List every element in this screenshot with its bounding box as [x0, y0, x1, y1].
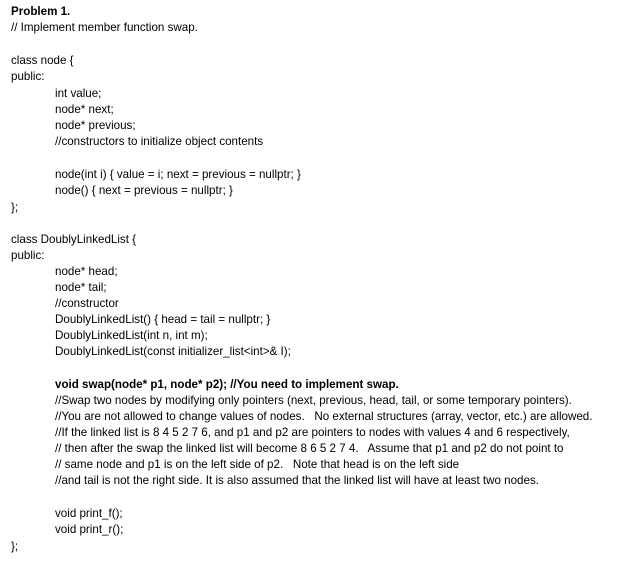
- swap-signature: void swap(node* p1, node* p2); //You need to implement swap.: [55, 378, 399, 391]
- node-member-previous: node* previous;: [55, 119, 136, 132]
- list-class-access: public:: [11, 249, 45, 262]
- list-member-head: node* head;: [55, 265, 118, 278]
- list-class-close: };: [11, 540, 19, 553]
- intro-comment: // Implement member function swap.: [11, 21, 198, 34]
- node-member-next: node* next;: [55, 103, 114, 116]
- list-constructor-initializer: DoublyLinkedList(const initializer_list<int>& I);: [55, 345, 291, 358]
- list-constructor-n-m: DoublyLinkedList(int n, int m);: [55, 329, 208, 342]
- swap-comment-line: // then after the swap the linked list will become 8 6 5 2 7 4. Assume that p1 and p2 do not point to: [55, 442, 564, 455]
- swap-comment-line: //Swap two nodes by modifying only pointers (next, previous, head, tail, or some temporary pointers).: [55, 394, 572, 407]
- swap-comment-line: //and tail is not the right side. It is also assumed that the linked list will have at least two nodes.: [55, 474, 539, 487]
- problem-title: Problem 1.: [11, 5, 71, 18]
- print-forward-declaration: void print_f();: [55, 507, 123, 520]
- node-class-close: };: [11, 201, 19, 214]
- node-constructors-comment: //constructors to initialize object contents: [55, 135, 264, 148]
- node-constructor-int: node(int i) { value = i; next = previous = nullptr; }: [55, 168, 301, 181]
- list-member-tail: node* tail;: [55, 281, 107, 294]
- swap-comment-line: //If the linked list is 8 4 5 2 7 6, and p1 and p2 are pointers to nodes with values 4 and 6 respectively,: [55, 426, 570, 439]
- list-constructor-comment: //constructor: [55, 297, 119, 310]
- print-reverse-declaration: void print_r();: [55, 523, 124, 536]
- node-class-header: class node {: [11, 54, 74, 67]
- node-member-value: int value;: [55, 87, 102, 100]
- node-class-access: public:: [11, 70, 45, 83]
- swap-comment-line: //You are not allowed to change values of nodes. No external structures (array, vector, etc.) are allowed.: [55, 410, 593, 423]
- list-class-header: class DoublyLinkedList {: [11, 233, 137, 246]
- swap-comment-line: // same node and p1 is on the left side of p2. Note that head is on the left side: [55, 458, 460, 471]
- list-constructor-default: DoublyLinkedList() { head = tail = nullptr; }: [55, 313, 271, 326]
- node-constructor-default: node() { next = previous = nullptr; }: [55, 184, 233, 197]
